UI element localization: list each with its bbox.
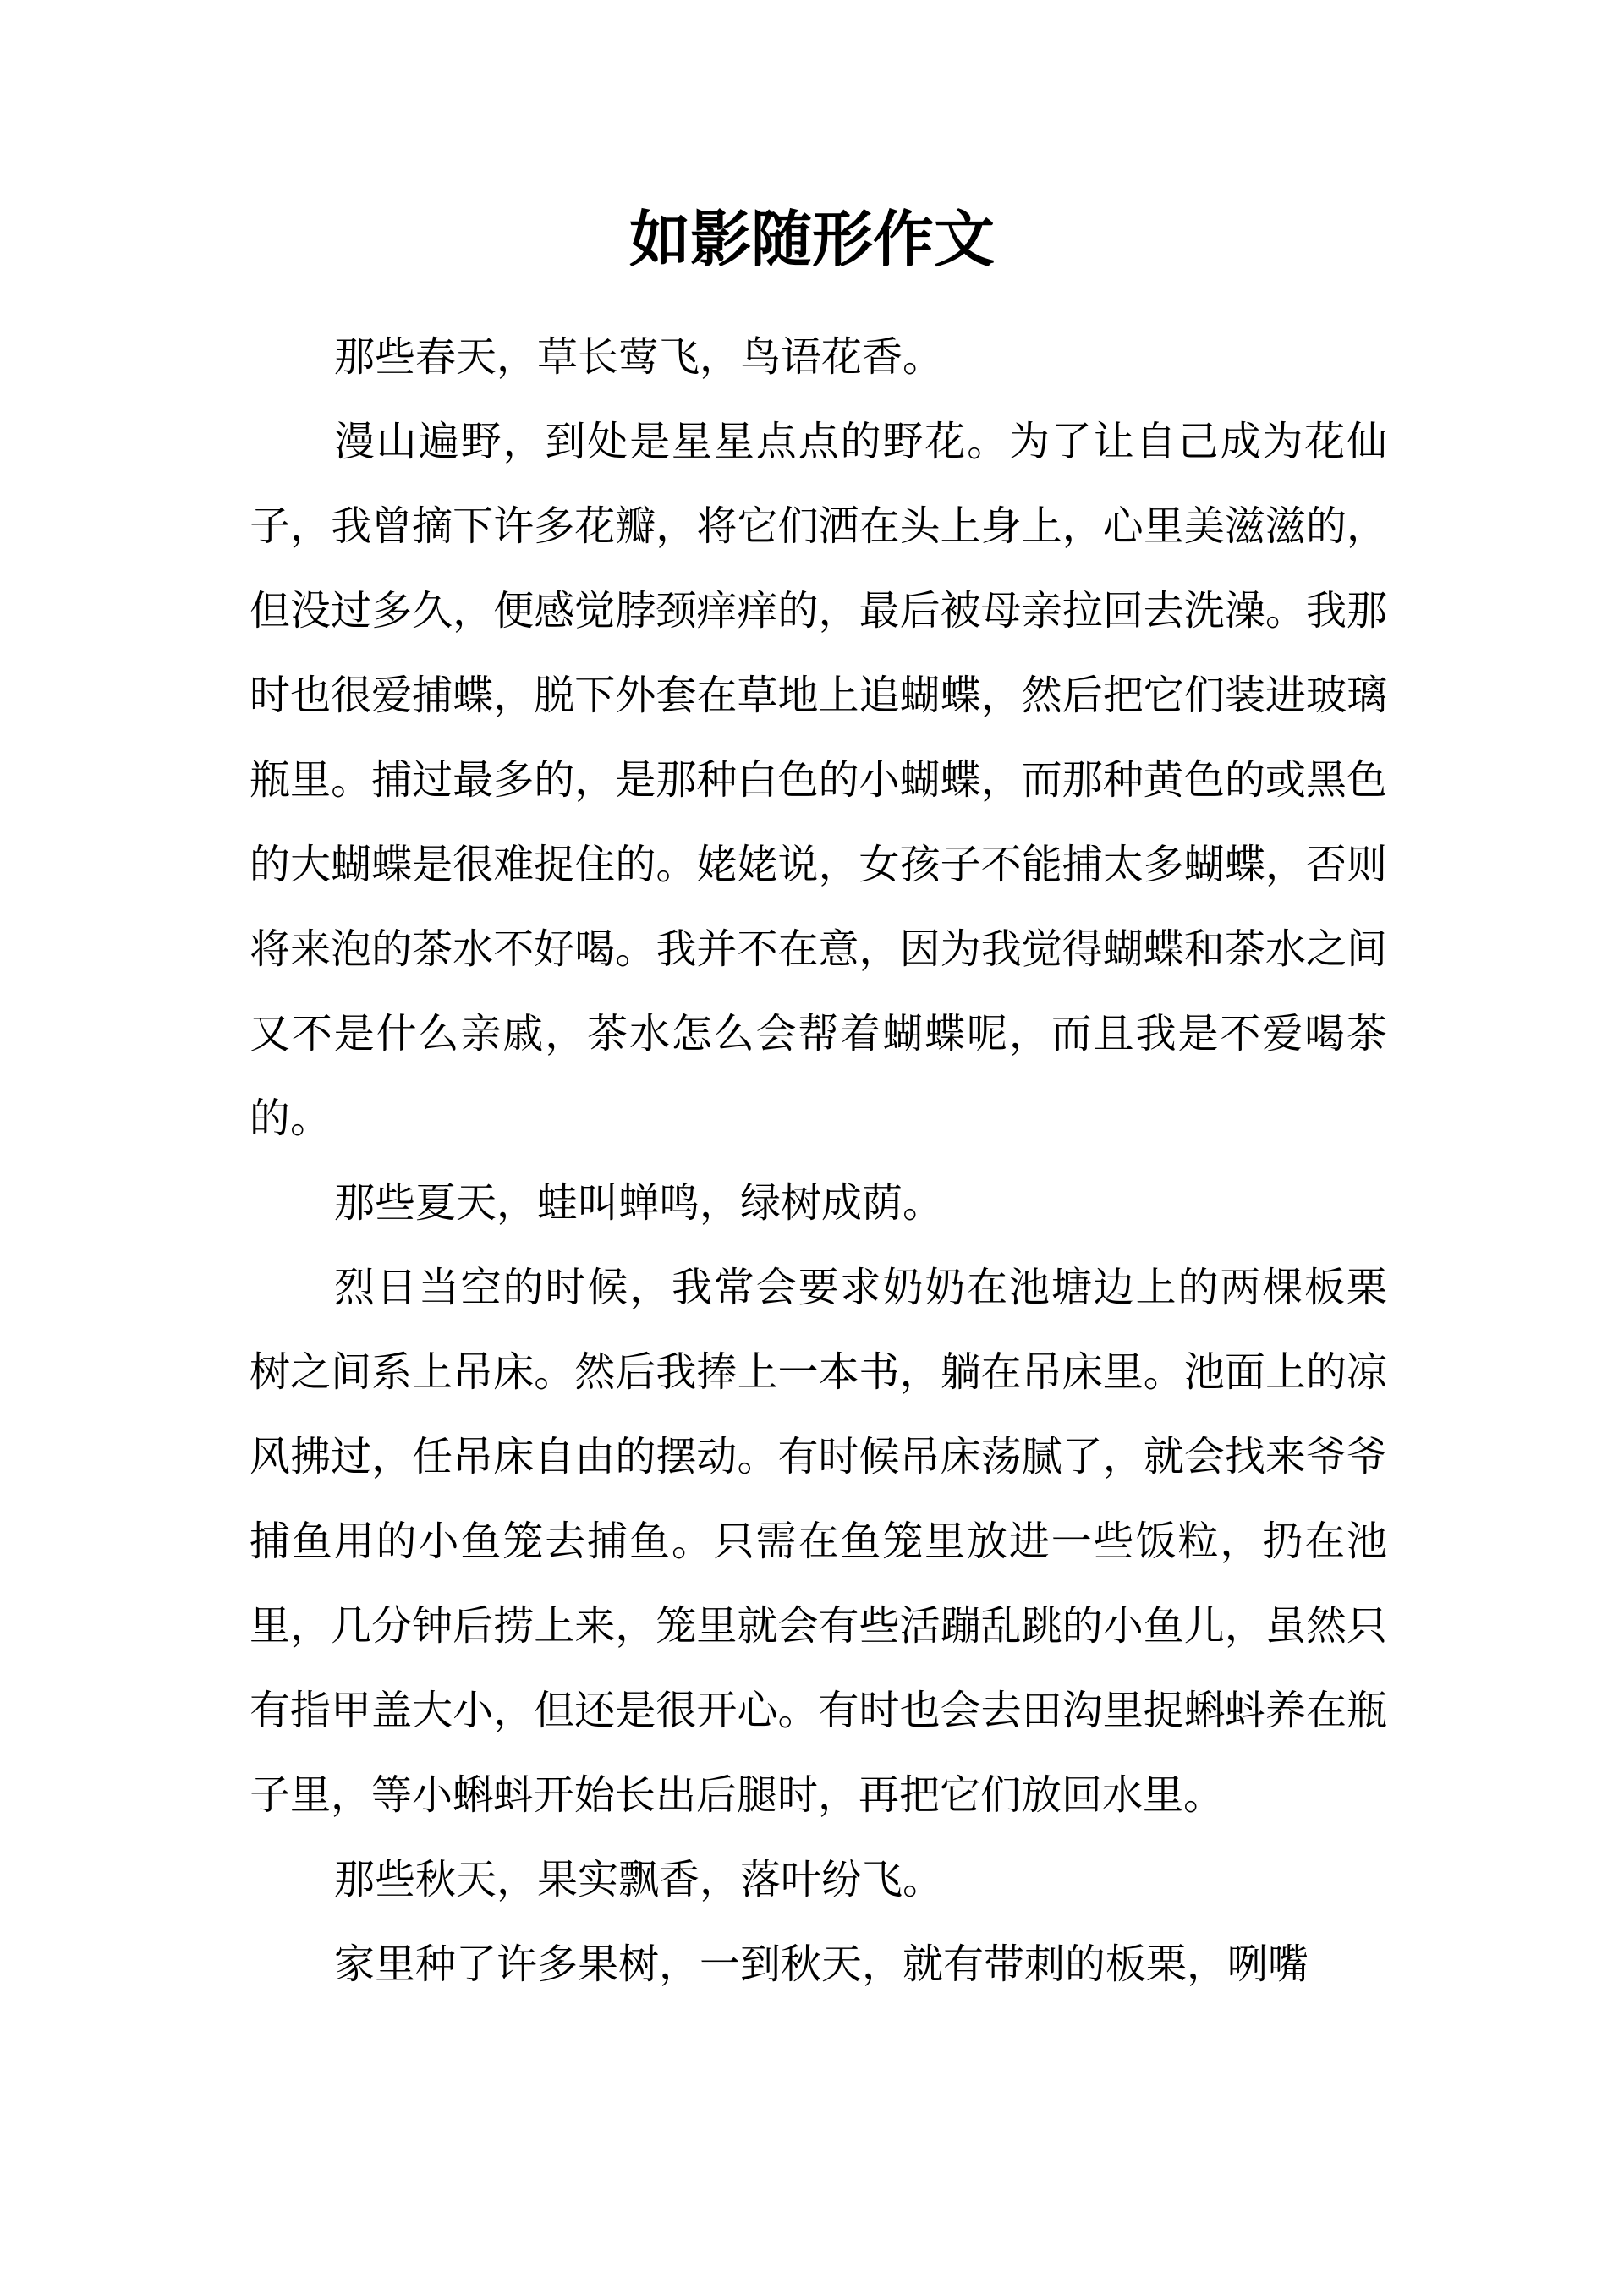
document-title: 如影随形作文 xyxy=(628,204,995,275)
paragraph-summer-story: 烈日当空的时候，我常会要求奶奶在池塘边上的两棵板栗树之间系上吊床。然后我捧上一本书，躺在吊床里。池面上的凉风拂过，任吊床自由的摆动。有时候吊床荡腻了，就会找来爷爷捕鱼用的小鱼笼去捕鱼。只需在鱼笼里放进一些饭粒，扔在池里，几分钟后捞上来，笼里就会有些活蹦乱跳的小鱼儿，虽然只有指甲盖大小，但还是很开心。有时也会去田沟里捉蝌蚪养在瓶子里，等小蝌蚪开始长出后腿时，再把它们放回水里。 xyxy=(250,1264,1387,1819)
paragraph-autumn-intro: 那些秋天，果实飘香，落叶纷飞。 xyxy=(334,1856,944,1903)
paragraph-summer-intro: 那些夏天，蛙叫蝉鸣，绿树成荫。 xyxy=(334,1179,944,1227)
document-body xyxy=(250,315,1387,2007)
paragraph-spring-intro: 那些春天，草长莺飞，鸟语花香。 xyxy=(334,333,944,381)
paragraph-autumn-story: 家里种了许多果树，一到秋天，就有带刺的板栗，咧嘴 xyxy=(334,1941,1309,1988)
paragraph-spring-story: 漫山遍野，到处是星星点点的野花。为了让自己成为花仙子，我曾摘下许多花瓣，将它们洒在头上身上，心里美滋滋的，但没过多久，便感觉脖颈痒痒的，最后被母亲拉回去洗澡。我那时也很爱捕蝶，脱下外套在草地上追蝴蝶，然后把它们装进玻璃瓶里。捕过最多的，是那种白色的小蝴蝶，而那种黄色的或黑色的大蝴蝶是很难捉住的。姥姥说，女孩子不能捕太多蝴蝶，否则将来泡的茶水不好喝。我并不在意，因为我觉得蝴蝶和茶水之间又不是什么亲戚，茶水怎么会帮着蝴蝶呢，而且我是不爱喝茶的。 xyxy=(250,418,1387,1142)
